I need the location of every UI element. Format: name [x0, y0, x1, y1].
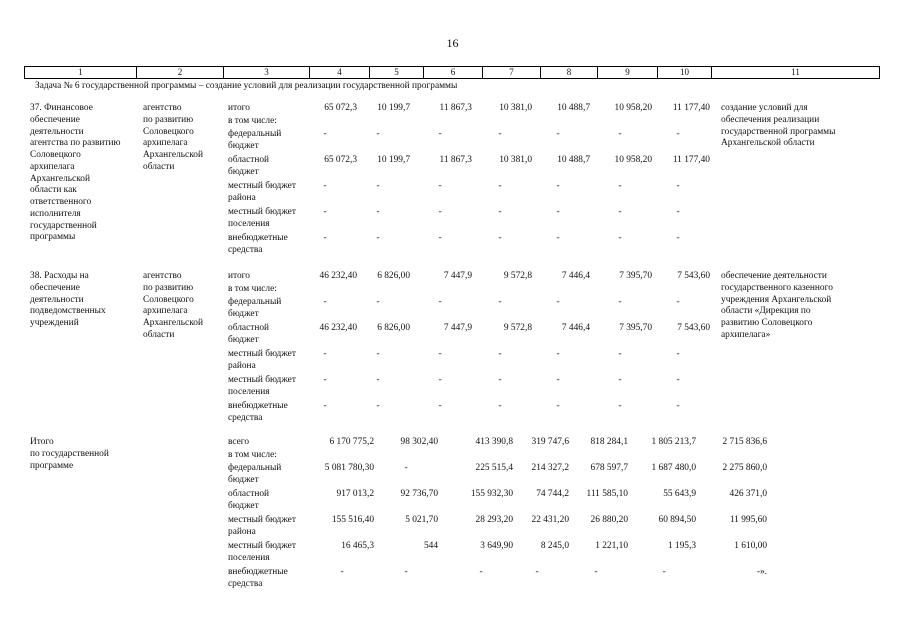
block37-value-cell: -: [556, 129, 560, 139]
block38-value-cell: 7 543,60: [677, 271, 710, 281]
total-value-cell: 5 081 780,30: [324, 463, 374, 473]
block38-value-cell: 46 232,40: [319, 323, 357, 333]
total-value-cell: 544: [423, 541, 438, 551]
block38-value-cell: -: [498, 349, 502, 359]
activity-executor: агентство по развитию Соловецкого архипелага Архангельской области: [143, 271, 203, 340]
total-row-label: местный бюджет поселения: [228, 541, 296, 563]
block37-value-cell: -: [498, 233, 502, 243]
block37-value-cell: -: [376, 233, 380, 243]
total-value-cell: -: [594, 567, 598, 577]
block37-value-cell: 10 488,7: [557, 155, 590, 165]
block37-value-cell: -: [438, 233, 442, 243]
block38-row-label: местный бюджет района: [228, 349, 296, 371]
block38-value-cell: 46 232,40: [319, 271, 357, 281]
total-value-cell: -: [662, 567, 666, 577]
block38-value-cell: -: [618, 349, 622, 359]
block37-value-cell: -: [618, 129, 622, 139]
block37-value-cell: 10 958,20: [614, 155, 652, 165]
block37-value-cell: -: [556, 207, 560, 217]
activity-result: создание условий для обеспечения реализации государственной программы Архангельской области: [721, 103, 836, 149]
block38-value-cell: -: [676, 401, 680, 411]
block37-value-cell: 65 072,3: [324, 155, 357, 165]
header-col-2: 2: [137, 67, 224, 79]
total-value-cell: -: [479, 567, 483, 577]
total-value-cell: -: [404, 567, 408, 577]
block38-value-cell: 7 447,9: [443, 323, 472, 333]
header-col-5: 5: [370, 67, 424, 79]
activity-name: 37. Финансовое обеспечение деятельности агентства по развитию Соловецкого архипелага Архангельской области как ответственного исполнителя государственной программы: [30, 103, 121, 243]
total-value-cell: 22 431,20: [531, 515, 569, 525]
block37-value-cell: 10 199,7: [377, 103, 410, 113]
header-col-3: 3: [224, 67, 310, 79]
block38-row-label: областной бюджет: [228, 323, 270, 345]
block38-value-cell: 7 446,4: [561, 271, 590, 281]
total-value-cell: 225 515,4: [475, 463, 513, 473]
block38-value-cell: -: [498, 401, 502, 411]
block38-value-cell: -: [618, 375, 622, 385]
block38-value-cell: -: [376, 349, 380, 359]
block38-row-label: итого: [228, 271, 250, 281]
block37-value-cell: -: [323, 233, 327, 243]
block38-value-cell: 7 543,60: [677, 323, 710, 333]
block37-row-label: внебюджетные средства: [228, 233, 288, 255]
block37-value-cell: -: [618, 207, 622, 217]
block38-value-cell: -: [498, 375, 502, 385]
block38-value-cell: -: [498, 297, 502, 307]
block37-row-label: федеральный бюджет: [228, 129, 282, 151]
total-value-cell: 11 995,60: [729, 515, 767, 525]
total-value-cell: 1 805 213,7: [651, 437, 696, 447]
block37-value-cell: 11 177,40: [672, 155, 710, 165]
header-col-8: 8: [541, 67, 598, 79]
total-value-cell: 2 715 836,6: [722, 437, 767, 447]
total-value-cell: 1 195,3: [667, 541, 696, 551]
block38-value-cell: -: [438, 375, 442, 385]
block38-value-cell: -: [438, 349, 442, 359]
block37-row-label: областной бюджет: [228, 155, 270, 177]
block37-value-cell: -: [498, 129, 502, 139]
block38-value-cell: -: [376, 375, 380, 385]
block38-value-cell: -: [323, 401, 327, 411]
total-value-cell: 26 880,20: [590, 515, 628, 525]
block38-value-cell: 6 826,00: [377, 271, 410, 281]
page-number: 16: [446, 36, 459, 50]
block38-value-cell: -: [376, 401, 380, 411]
total-value-cell: 214 327,2: [531, 463, 569, 473]
total-value-cell: 111 585,10: [586, 489, 628, 499]
total-value-cell: 1 221,10: [595, 541, 628, 551]
block37-value-cell: -: [498, 207, 502, 217]
block38-row-label: местный бюджет поселения: [228, 375, 296, 397]
block38-value-cell: -: [618, 401, 622, 411]
block37-value-cell: -: [676, 207, 680, 217]
block38-value-cell: -: [556, 349, 560, 359]
block37-value-cell: -: [376, 181, 380, 191]
header-col-7: 7: [483, 67, 541, 79]
total-value-cell: 28 293,20: [475, 515, 513, 525]
activity-executor: агентство по развитию Соловецкого архипелага Архангельской области: [143, 103, 203, 172]
block37-value-cell: -: [676, 233, 680, 243]
block38-value-cell: 6 826,00: [377, 323, 410, 333]
activity-name: 38. Расходы на обеспечение деятельности подведомственных учреждений: [30, 271, 106, 328]
block38-value-cell: 7 395,70: [619, 271, 652, 281]
total-value-cell: 55 643,9: [663, 489, 696, 499]
total-name: Итого по государственной программе: [30, 437, 109, 471]
block38-value-cell: -: [323, 349, 327, 359]
total-value-cell: 3 649,90: [480, 541, 513, 551]
total-value-cell: 678 597,7: [590, 463, 628, 473]
block37-row-label: итого: [228, 103, 250, 113]
block37-value-cell: -: [556, 181, 560, 191]
block37-value-cell: 10 488,7: [557, 103, 590, 113]
total-value-cell: 319 747,6: [531, 437, 569, 447]
block38-value-cell: -: [438, 401, 442, 411]
total-value-cell: 155 516,40: [331, 515, 374, 525]
block37-value-cell: 65 072,3: [324, 103, 357, 113]
block37-value-cell: 10 199,7: [377, 155, 410, 165]
block38-value-cell: -: [556, 401, 560, 411]
block37-value-cell: -: [323, 181, 327, 191]
block38-value-cell: -: [676, 349, 680, 359]
block37-value-cell: -: [676, 181, 680, 191]
total-value-cell: -: [535, 567, 539, 577]
total-value-cell: 426 371,0: [729, 489, 767, 499]
block37-value-cell: 11 867,3: [439, 155, 472, 165]
block37-value-cell: 10 381,0: [499, 155, 532, 165]
block37-value-cell: -: [556, 233, 560, 243]
block37-value-cell: 11 177,40: [672, 103, 710, 113]
total-row-label: федеральный бюджет: [228, 463, 282, 485]
header-col-11: 11: [712, 67, 880, 79]
block38-value-cell: -: [676, 297, 680, 307]
total-value-cell: 155 932,30: [470, 489, 513, 499]
block37-value-cell: -: [618, 181, 622, 191]
total-value-cell: 1 610,00: [734, 541, 767, 551]
header-col-9: 9: [598, 67, 658, 79]
block38-value-cell: -: [323, 297, 327, 307]
block37-value-cell: 11 867,3: [439, 103, 472, 113]
total-value-cell: 92 736,70: [400, 489, 438, 499]
block38-value-cell: 9 572,8: [503, 323, 532, 333]
block37-row-label: в том числе:: [228, 116, 277, 126]
block38-value-cell: -: [556, 297, 560, 307]
activity-result: обеспечение деятельности государственного казенного учреждения Архангельской области «Дирекция по развитию Соловецкого архипелага»: [721, 271, 833, 340]
total-value-cell: 413 390,8: [475, 437, 513, 447]
total-value-cell: -: [340, 567, 344, 577]
block37-value-cell: -: [438, 129, 442, 139]
block38-value-cell: -: [376, 297, 380, 307]
header-col-6: 6: [424, 67, 483, 79]
task-title: Задача № 6 государственной программы – создание условий для реализации государственной программы: [35, 81, 458, 91]
total-value-cell: 5 021,70: [405, 515, 438, 525]
header-col-10: 10: [658, 67, 712, 79]
block37-row-label: местный бюджет поселения: [228, 207, 296, 229]
total-row-label: всего: [228, 437, 250, 447]
block37-value-cell: -: [376, 207, 380, 217]
block38-value-cell: -: [618, 297, 622, 307]
block37-value-cell: -: [323, 207, 327, 217]
header-col-1: 1: [25, 67, 137, 79]
block37-value-cell: 10 958,20: [614, 103, 652, 113]
block38-value-cell: -: [323, 375, 327, 385]
total-value-cell: 16 465,3: [341, 541, 374, 551]
total-value-cell: 818 284,1: [590, 437, 628, 447]
total-value-cell: 2 275 860,0: [722, 463, 767, 473]
header-col-4: 4: [310, 67, 370, 79]
column-number-header: [24, 66, 880, 79]
block37-value-cell: -: [438, 181, 442, 191]
block38-value-cell: 9 572,8: [503, 271, 532, 281]
total-row-label: местный бюджет района: [228, 515, 296, 537]
total-value-cell: 74 744,2: [536, 489, 569, 499]
block38-value-cell: -: [556, 375, 560, 385]
block37-value-cell: -: [376, 129, 380, 139]
block37-value-cell: 10 381,0: [499, 103, 532, 113]
block37-value-cell: -: [618, 233, 622, 243]
total-row-label: в том числе:: [228, 450, 277, 460]
total-row-label: областной бюджет: [228, 489, 270, 511]
block38-value-cell: 7 395,70: [619, 323, 652, 333]
block37-value-cell: -: [438, 207, 442, 217]
block38-value-cell: 7 447,9: [443, 271, 472, 281]
block37-value-cell: -: [676, 129, 680, 139]
total-value-cell: -».: [756, 567, 767, 577]
block37-value-cell: -: [323, 129, 327, 139]
block38-value-cell: 7 446,4: [561, 323, 590, 333]
total-value-cell: 98 302,40: [400, 437, 438, 447]
total-value-cell: 1 687 480,0: [651, 463, 696, 473]
block38-value-cell: -: [438, 297, 442, 307]
block38-row-label: внебюджетные средства: [228, 401, 288, 423]
total-value-cell: 60 894,50: [658, 515, 696, 525]
block37-row-label: местный бюджет района: [228, 181, 296, 203]
block38-row-label: федеральный бюджет: [228, 297, 282, 319]
block37-value-cell: -: [498, 181, 502, 191]
total-value-cell: -: [404, 463, 408, 473]
block38-row-label: в том числе:: [228, 284, 277, 294]
total-value-cell: 917 013,2: [336, 489, 374, 499]
total-row-label: внебюджетные средства: [228, 567, 288, 589]
total-value-cell: 8 245,0: [540, 541, 569, 551]
total-value-cell: 6 170 775,2: [329, 437, 374, 447]
block38-value-cell: -: [676, 375, 680, 385]
